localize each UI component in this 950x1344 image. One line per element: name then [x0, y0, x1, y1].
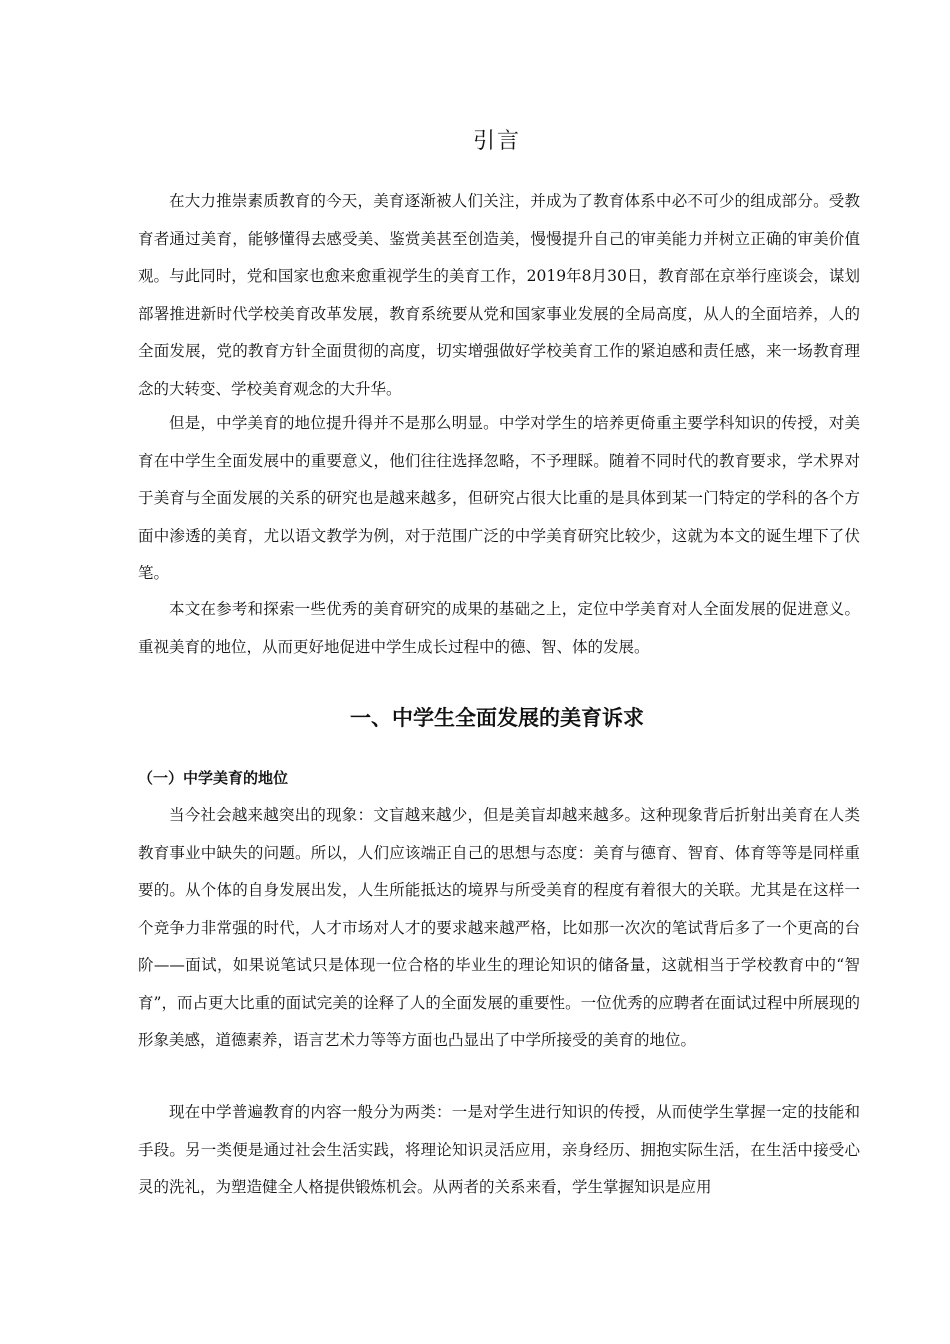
section-title: 一、中学生全面发展的美育诉求: [350, 706, 644, 730]
subsection-title: （一）中学美育的地位: [138, 769, 289, 787]
intro-title: 引言: [472, 129, 521, 154]
body-paragraph-1: 当今社会越来越突出的现象：文盲越来越少，但是美盲却越来越多。这种现象背后折射出美育在人类教育事业中缺失的问题。所以，人们应该端正自己的思想与态度：美育与德育、智育、体育等等是同样重要的。从个体的自身发展出发，人生所能抵达的境界与所受美育的程度有着很大的关联。尤其是在这样一个竞争力非常强的时代，人才市场对人才的要求越来越严格，比如那一次次的笔试背后多了一个更高的台阶——面试，如果说笔试只是体现一位合格的毕业生的理论知识的储备量，这就相当于学校教育中的“智育”，而占更大比重的面试完美的诠释了人的全面发展的重要性。一位优秀的应聘者在面试过程中所展现的形象美感，道德素养，语言艺术力等等方面也凸显出了中学所接受的美育的地位。: [138, 806, 860, 1049]
intro-paragraph-3: 本文在参考和探索一些优秀的美育研究的成果的基础之上，定位中学美育对人全面发展的促进意义。重视美育的地位，从而更好地促进中学生成长过程中的德、智、体的发展。: [138, 600, 860, 656]
intro-paragraph-1: 在大力推崇素质教育的今天，美育逐渐被人们关注，并成为了教育体系中必不可少的组成部分。受教育者通过美育，能够懂得去感受美、鉴赏美甚至创造美，慢慢提升自己的审美能力并树立正确的审美价值观。与此同时，党和国家也愈来愈重视学生的美育工作，2019年8月30日，教育部在京举行座谈会，谋划部署推进新时代学校美育改革发展，教育系统要从党和国家事业发展的全局高度，从人的全面培养，人的全面发展，党的教育方针全面贯彻的高度，切实增强做好学校美育工作的紧迫感和责任感，来一场教育理念的大转变、学校美育观念的大升华。: [138, 192, 860, 398]
intro-paragraph-2: 但是，中学美育的地位提升得并不是那么明显。中学对学生的培养更倚重主要学科知识的传授，对美育在中学生全面发展中的重要意义，他们往往选择忽略，不予理睬。随着不同时代的教育要求，学术界对于美育与全面发展的关系的研究也是越来越多，但研究占很大比重的是具体到某一门特定的学科的各个方面中渗透的美育，尤以语文教学为例，对于范围广泛的中学美育研究比较少，这就为本文的诞生埋下了伏笔。: [138, 414, 860, 582]
body-paragraph-2: 现在中学普遍教育的内容一般分为两类：一是对学生进行知识的传授，从而使学生掌握一定的技能和手段。另一类便是通过社会生活实践，将理论知识灵活应用，亲身经历、拥抱实际生活，在生活中接受心灵的洗礼，为塑造健全人格提供锻炼机会。从两者的关系来看，学生掌握知识是应用: [138, 1103, 860, 1196]
